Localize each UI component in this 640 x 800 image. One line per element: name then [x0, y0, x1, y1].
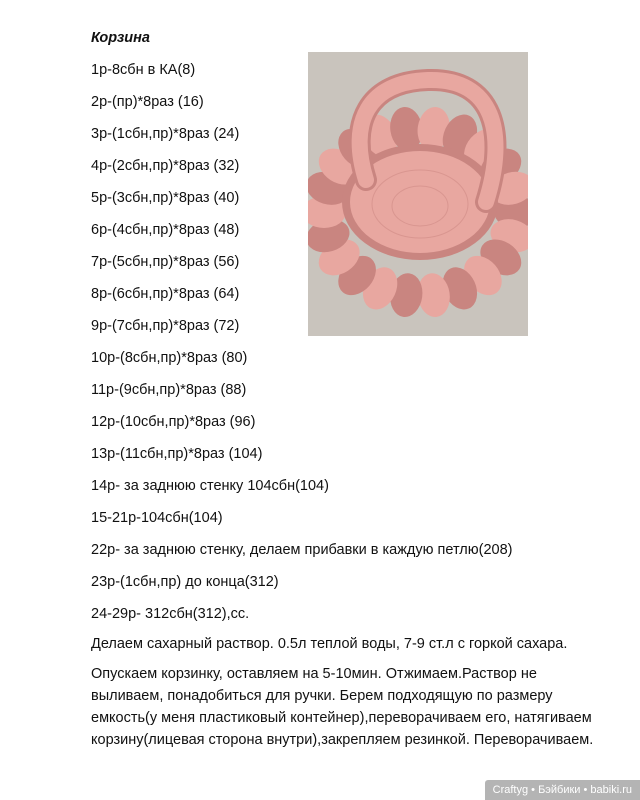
pattern-row: 23р-(1сбн,пр) до конца(312): [91, 574, 279, 590]
pattern-row: 14р- за заднюю стенку 104сбн(104): [91, 478, 329, 494]
basket-photo: [308, 52, 528, 336]
pattern-row: 6р-(4сбн,пр)*8раз (48): [91, 222, 240, 238]
pattern-row: 12р-(10сбн,пр)*8раз (96): [91, 414, 256, 430]
pattern-row: 10р-(8сбн,пр)*8раз (80): [91, 350, 248, 366]
pattern-row: 24-29р- 312сбн(312),сс.: [91, 606, 250, 622]
pattern-row: 1р-8сбн в КА(8): [91, 62, 196, 78]
pattern-row: 22р- за заднюю стенку, делаем прибавки в каждую петлю(208): [91, 542, 513, 558]
watermark: Craftyg • Бэйбики • babiki.ru: [485, 780, 640, 800]
pattern-row: 3р-(1сбн,пр)*8раз (24): [91, 126, 240, 142]
document-title: Корзина: [91, 30, 150, 46]
pattern-row: 11р-(9сбн,пр)*8раз (88): [91, 382, 247, 398]
pattern-row: 5р-(3сбн,пр)*8раз (40): [91, 190, 240, 206]
pattern-row: 7р-(5сбн,пр)*8раз (56): [91, 254, 240, 270]
pattern-row: 4р-(2сбн,пр)*8раз (32): [91, 158, 240, 174]
pattern-row: 15-21р-104сбн(104): [91, 510, 223, 526]
crocheted-basket-illustration: [308, 52, 528, 336]
pattern-row: 13р-(11сбн,пр)*8раз (104): [91, 446, 263, 462]
pattern-row: 8р-(6сбн,пр)*8раз (64): [91, 286, 240, 302]
sugar-solution-paragraph: Делаем сахарный раствор. 0.5л теплой воды, 7-9 ст.л с горкой сахара.: [91, 636, 568, 652]
stiffening-instructions-paragraph: Опускаем корзинку, оставляем на 5-10мин. Отжимаем.Раствор не выливаем, понадобиться для ручки. Берем подходящую по размеру емкость(у меня пластиковый контейнер),переворачиваем его, натягиваем корзину(лицевая сторона внутри),закрепляем резинкой. Переворачиваем.: [91, 666, 594, 748]
pattern-row: 9р-(7сбн,пр)*8раз (72): [91, 318, 240, 334]
pattern-row: 2р-(пр)*8раз (16): [91, 94, 204, 110]
